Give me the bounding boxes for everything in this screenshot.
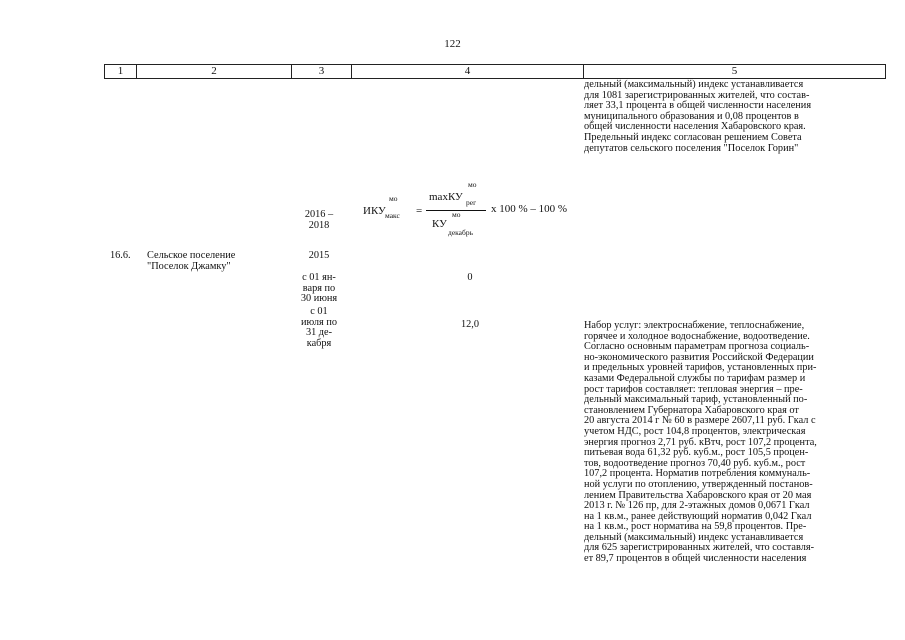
text-line: 20 августа 2014 г № 60 в размере 2607,11 руб. Гкал с [584,415,816,427]
table-header [104,64,886,79]
page-number: 122 [444,38,461,50]
text-line: ной услуги по отоплению, утвержденный постанов- [584,478,813,490]
text-line: дельный максимальный тариф, установленный по- [584,394,808,406]
text-line: для 1081 зарегистрированных жителей, что состав- [584,89,810,101]
header-col-3: 3 [292,65,352,78]
text-line: 107,2 процента. Норматив потребления коммуналь- [584,468,811,480]
index-formula [360,180,580,240]
period-first-half: с 01 ян- варя по 30 июня [300,272,338,305]
lhs-superscript: мо [389,194,398,203]
header-col-2: 2 [137,65,292,78]
settlement-name-line: "Поселок Джамку" [147,260,231,272]
index-value-first-half: 0 [467,272,473,283]
text-line: Предельный индекс согласован решением Совета [584,131,802,143]
denominator-subscript: декабрь [448,228,473,237]
header-col-4: 4 [352,65,584,78]
denominator-superscript: мо [452,210,461,219]
text-line: 2013 г. № 126 пр, для 2-этажных домов 0,0671 Гкал [584,500,810,512]
text-line: депутатов сельского поселения "Поселок Горин" [584,142,799,154]
index-value-second-half: 12,0 [460,319,480,330]
settlement-name [147,251,235,272]
text-line: Согласно основным параметрам прогноза социаль- [584,341,810,353]
text-line: общей численности населения Хабаровского края. [584,121,806,133]
text-line: для 625 зарегистрированных жителей, что составля- [584,542,815,554]
equals-sign: = [416,205,423,217]
text-line: лением Правительства Хабаровского края от 20 мая [584,489,812,501]
text-line: дельный (максимальный) индекс устанавливается [584,531,804,543]
numerator-superscript: мо [468,180,477,189]
text-line: становлением Губернатора Хабаровского края от [584,404,799,416]
text-line: на 1 кв.м., рост норматива на 59,8 процентов. Пре- [584,521,807,533]
numerator-subscript: рег [466,198,477,207]
text-line: казами Федеральной службы по тарифам размер и [584,372,806,384]
period-second-half: с 01 июля по 31 де- кабря [300,306,338,349]
settlement-name-line: Сельское поселение [147,250,236,261]
formula-tail: х 100 % – 100 % [491,203,568,215]
bottom-text-block [584,321,880,565]
text-line: ляет 33,1 процента в общей численности населения [584,100,812,112]
row-year: 2015 [308,250,330,261]
text-line: ет 89,7 процентов в общей численности населения [584,553,807,565]
header-col-5: 5 [731,65,738,77]
text-line: и предельных уровней тарифов, установленных при- [584,362,817,374]
text-line: Набор услуг: электроснабжение, теплоснабжение, [584,320,805,331]
text-line: горячее и холодное водоснабжение, водоотведение. [584,330,810,342]
text-line: но-экономического развития Российской Федерации [584,351,814,363]
text-line: питьевая вода 61,32 руб. куб.м., рост 105,5 процен- [584,447,809,459]
text-line: рост тарифов составляет: тепловая энергия – пре- [584,383,803,395]
top-text-block [584,80,880,154]
text-line: энергия прогноз 2,71 руб. кВтч, рост 107,2 процента, [584,436,817,448]
lhs-symbol: ИКУ [363,205,386,217]
text-line: учетом НДС, рост 104,8 процентов, электрическая [584,425,806,437]
denominator: КУ [432,218,447,230]
row-number: 16.6. [110,250,131,261]
text-line: на 1 кв.м., ранее действующий норматив 0,042 Гкал [584,510,812,522]
header-col-1: 1 [105,65,137,78]
text-line: тов, водоотведение прогноз 70,40 руб. куб.м., рост [584,457,806,469]
formula-period: 2016 – 2018 [304,209,334,231]
numerator: maxКУ [429,191,463,203]
lhs-subscript: макс [385,211,400,220]
text-line: муниципального образования и 0,08 процентов в [584,110,799,122]
text-line: дельный (максимальный) индекс устанавливается [584,79,804,90]
